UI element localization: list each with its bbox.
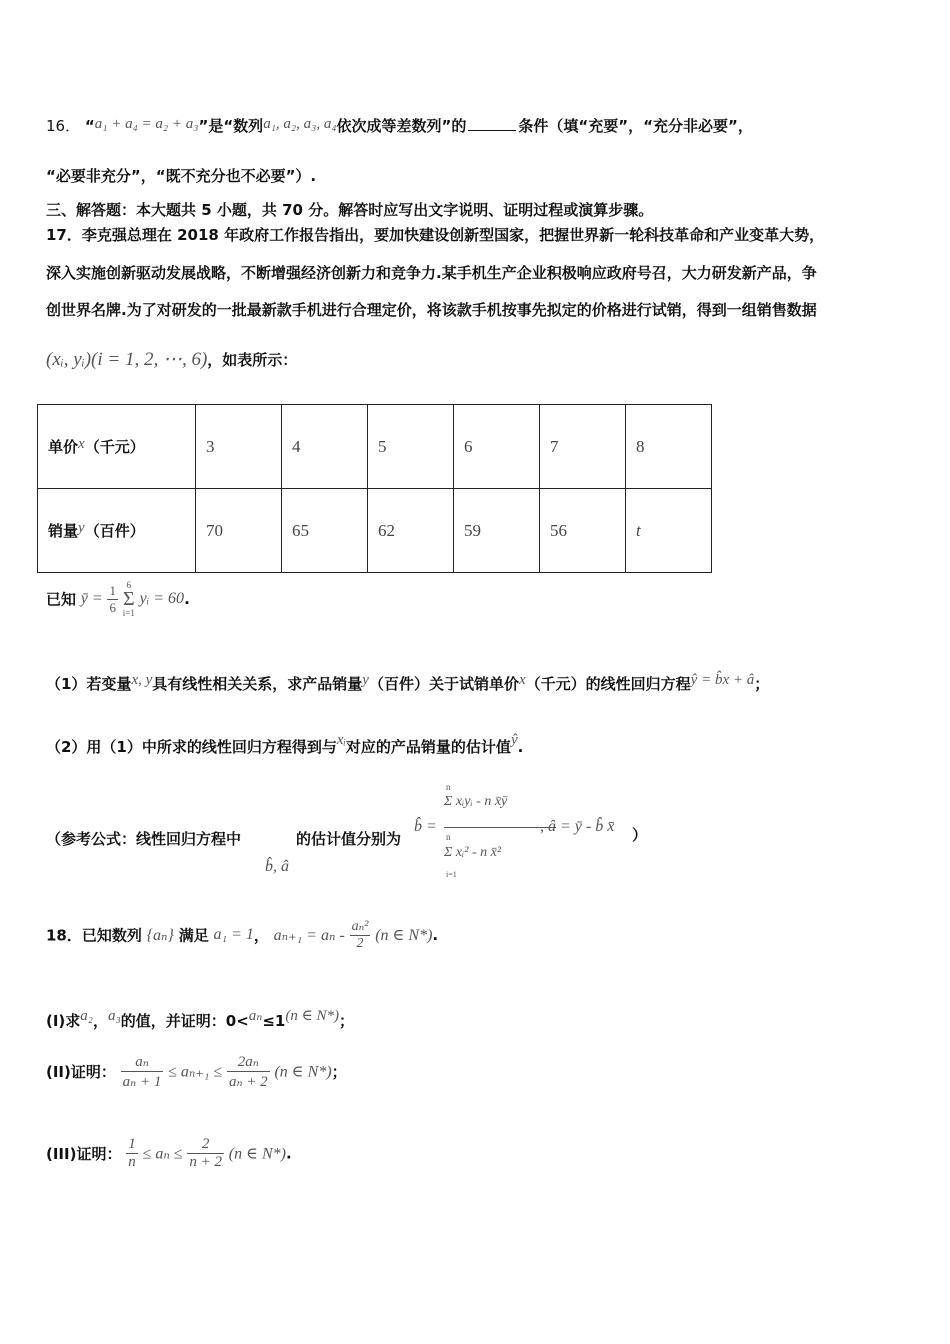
q16-condition: a₁ + a₄ = a₂ + a₃ bbox=[94, 116, 199, 132]
known-end: . bbox=[184, 590, 190, 608]
table-cell: 4 bbox=[282, 405, 368, 489]
q16-open-quote: “ bbox=[84, 117, 95, 135]
q17-part1 bbox=[46, 672, 769, 694]
q18-p2-frac1 bbox=[121, 1052, 164, 1091]
part1-b: 具有线性相关关系，求产品销量 bbox=[152, 675, 363, 693]
q18-p3-frac2-num: 2 bbox=[187, 1136, 224, 1154]
known-sum-bottom: i=1 bbox=[122, 608, 135, 618]
q18-p2-frac1-num: aₙ bbox=[121, 1052, 164, 1072]
q18-intro-a: 18．已知数列 bbox=[46, 926, 142, 945]
q16-sequence: a₁, a₂, a₃, a₄ bbox=[263, 116, 337, 132]
part2-xi: xᵢ bbox=[336, 732, 346, 748]
table-cell: 70 bbox=[196, 489, 282, 573]
q16-after-blank: 条件（填“充要”，“充分非必要”， bbox=[518, 117, 753, 135]
table-cell: 5 bbox=[368, 405, 454, 489]
q17-known-line bbox=[46, 580, 190, 624]
q18-p3-frac2 bbox=[187, 1136, 224, 1171]
q18-recur-den: 2 bbox=[356, 936, 364, 951]
part2-end: . bbox=[517, 738, 524, 756]
q18-part2 bbox=[46, 1052, 347, 1102]
table-cell: 7 bbox=[540, 405, 626, 489]
known-frac-den: 6 bbox=[109, 599, 116, 615]
q17-line3: 创世界名牌.为了对研发的一批最新款手机进行合理定价，将该款手机按事先拟定的价格进行试销，得到一组销售数据 bbox=[46, 301, 817, 319]
q18-part3 bbox=[46, 1136, 292, 1186]
sigma-symbol: Σ bbox=[122, 588, 135, 610]
table-cell: 56 bbox=[540, 489, 626, 573]
q18-intro-b: 满足 bbox=[178, 926, 209, 945]
known-prefix: 已知 bbox=[46, 590, 77, 609]
sales-table bbox=[37, 404, 712, 573]
q17-table-intro: ，如表所示： bbox=[207, 351, 298, 369]
q18-p1-a: (I)求 bbox=[46, 1012, 81, 1030]
row1-unit: （千元） bbox=[84, 438, 145, 456]
ref-sum-top-den: n bbox=[446, 832, 451, 842]
q17-ref-a: （参考公式：线性回归方程中 bbox=[46, 830, 242, 848]
q16-line1 bbox=[46, 115, 753, 136]
ref-sum-bottom: i=1 bbox=[446, 870, 457, 879]
q16-tail-text: 依次成等差数列”的 bbox=[336, 117, 467, 135]
q16-number: 16． bbox=[46, 117, 81, 135]
q17-part2 bbox=[46, 732, 523, 757]
table-cell: 8 bbox=[626, 405, 712, 489]
q18-seq: {aₙ} bbox=[146, 927, 174, 944]
known-lhs: ȳ = bbox=[80, 590, 103, 607]
q17-ref-params: b̂, â bbox=[265, 858, 289, 875]
part2-a: （2）用（1）中所求的线性回归方程得到与 bbox=[46, 738, 337, 756]
q18-p1-dom: (n ∈ N*) bbox=[285, 1008, 339, 1024]
section3-heading: 三、解答题：本大题共 5 小题，共 70 分。解答时应写出文字说明、证明过程或演算步骤。 bbox=[46, 201, 654, 219]
q18-p2-mid: ≤ aₙ₊₁ ≤ bbox=[168, 1063, 223, 1081]
part1-end: ； bbox=[754, 675, 770, 693]
part1-a: （1）若变量 bbox=[46, 675, 132, 693]
row1-label: 单价 bbox=[48, 438, 79, 456]
q18-p2-end: ； bbox=[331, 1063, 347, 1081]
known-fraction bbox=[107, 583, 118, 616]
q18-recur-lhs: aₙ₊₁ = aₙ - bbox=[273, 927, 345, 944]
part2-b: 对应的产品销量的估计值 bbox=[345, 738, 511, 756]
table-cell: t bbox=[626, 489, 712, 573]
table-cell: 65 bbox=[282, 489, 368, 573]
q18-p1-sep: ， bbox=[93, 1012, 109, 1030]
table-row-sales bbox=[38, 489, 712, 573]
q18-comma: ， bbox=[253, 926, 269, 945]
q18-p2-frac2-den: aₙ + 2 bbox=[228, 1074, 268, 1090]
q17-data-pairs: (xᵢ, yᵢ)(i = 1, 2, ⋯, 6) bbox=[46, 349, 208, 370]
q18-p1-c: ≤1 bbox=[262, 1012, 286, 1030]
known-sum bbox=[123, 580, 135, 618]
table-cell: 6 bbox=[454, 405, 540, 489]
q18-part1 bbox=[46, 1006, 354, 1031]
q18-p2-frac2-num: 2aₙ bbox=[227, 1052, 270, 1072]
q18-p2-frac1-den: aₙ + 1 bbox=[122, 1074, 162, 1090]
q18-p3-mid: ≤ aₙ ≤ bbox=[142, 1145, 183, 1163]
table-cell: 3 bbox=[196, 405, 282, 489]
part1-d: （千元）的线性回归方程 bbox=[525, 675, 691, 693]
q18-p1-an: aₙ bbox=[248, 1008, 263, 1024]
ref-a-eq: , â = ȳ - b̂ x̄ bbox=[540, 818, 615, 835]
known-rhs: yᵢ = 60 bbox=[139, 590, 185, 607]
ref-numerator: Σ xᵢyᵢ - n x̄ȳ bbox=[444, 794, 508, 809]
q18-p3-frac1-num: 1 bbox=[128, 1136, 136, 1152]
q18-p1-b: 的值，并证明：0< bbox=[120, 1012, 249, 1030]
q18-p3-end: . bbox=[285, 1144, 292, 1163]
q16-answer-blank bbox=[468, 116, 516, 131]
q18-p3-frac1-den: n bbox=[128, 1154, 136, 1170]
ref-denominator: Σ xᵢ² - n x̄² bbox=[444, 845, 502, 860]
q18-recur-num: aₙ² bbox=[351, 919, 369, 934]
q18-p2-frac2 bbox=[227, 1052, 270, 1091]
table-row-price bbox=[38, 405, 712, 489]
row2-var: y bbox=[78, 520, 85, 536]
known-frac-num: 1 bbox=[109, 582, 116, 598]
q18-intro-end: . bbox=[432, 926, 439, 944]
part1-y: y bbox=[362, 672, 369, 688]
q18-p1-a3: a₃ bbox=[108, 1008, 121, 1024]
q18-recur-dom: (n ∈ N*) bbox=[375, 927, 433, 944]
row2-unit: （百件） bbox=[84, 522, 145, 540]
q18-p2-dom: (n ∈ N*) bbox=[274, 1063, 332, 1081]
known-sum-top: 6 bbox=[126, 580, 132, 590]
q18-intro bbox=[46, 918, 438, 966]
ref-end: ） bbox=[632, 826, 648, 844]
part1-vars: x, y bbox=[131, 672, 153, 688]
q18-p3-frac1 bbox=[126, 1136, 138, 1171]
q18-p2-label: (II)证明： bbox=[46, 1063, 116, 1081]
q17-line1: 17．李克强总理在 2018 年政府工作报告指出，要加快建设创新型国家，把握世界新一轮科技革命和产业变革大势， bbox=[46, 226, 825, 244]
q18-p3-label: (III)证明： bbox=[46, 1145, 122, 1163]
q18-p1-end: ； bbox=[338, 1012, 354, 1030]
q17-data-line bbox=[46, 348, 297, 371]
q16-mid-text: ”是“数列 bbox=[198, 117, 264, 135]
row-header-price bbox=[38, 405, 196, 489]
row-header-sales bbox=[38, 489, 196, 573]
q17-ref-b: 的估计值分别为 bbox=[296, 830, 402, 848]
q16-line2: “必要非充分”，“既不充分也不必要”）. bbox=[46, 167, 317, 185]
q18-recur-frac bbox=[350, 918, 371, 952]
q18-p3-frac2-den: n + 2 bbox=[189, 1154, 222, 1170]
row1-var: x bbox=[78, 436, 85, 452]
ref-sum-top: n bbox=[446, 782, 451, 792]
q17-line2: 深入实施创新驱动发展战略，不断增强经济创新力和竞争力.某手机生产企业积极响应政府号召，大力研发新产品，争 bbox=[46, 264, 817, 282]
q18-init: a₁ = 1 bbox=[213, 926, 254, 943]
part2-yhat: ŷ bbox=[510, 732, 518, 748]
row2-label: 销量 bbox=[48, 522, 79, 540]
part1-eq: ŷ = b̂x + â bbox=[690, 672, 755, 688]
part1-c: （百件）关于试销单价 bbox=[368, 675, 519, 693]
q18-p1-a2: a₂ bbox=[80, 1008, 94, 1024]
q18-p3-dom: (n ∈ N*) bbox=[228, 1145, 286, 1163]
ref-b-lhs: b̂ = bbox=[414, 818, 437, 835]
part1-x: x bbox=[518, 672, 526, 688]
table-cell: 59 bbox=[454, 489, 540, 573]
table-cell: 62 bbox=[368, 489, 454, 573]
